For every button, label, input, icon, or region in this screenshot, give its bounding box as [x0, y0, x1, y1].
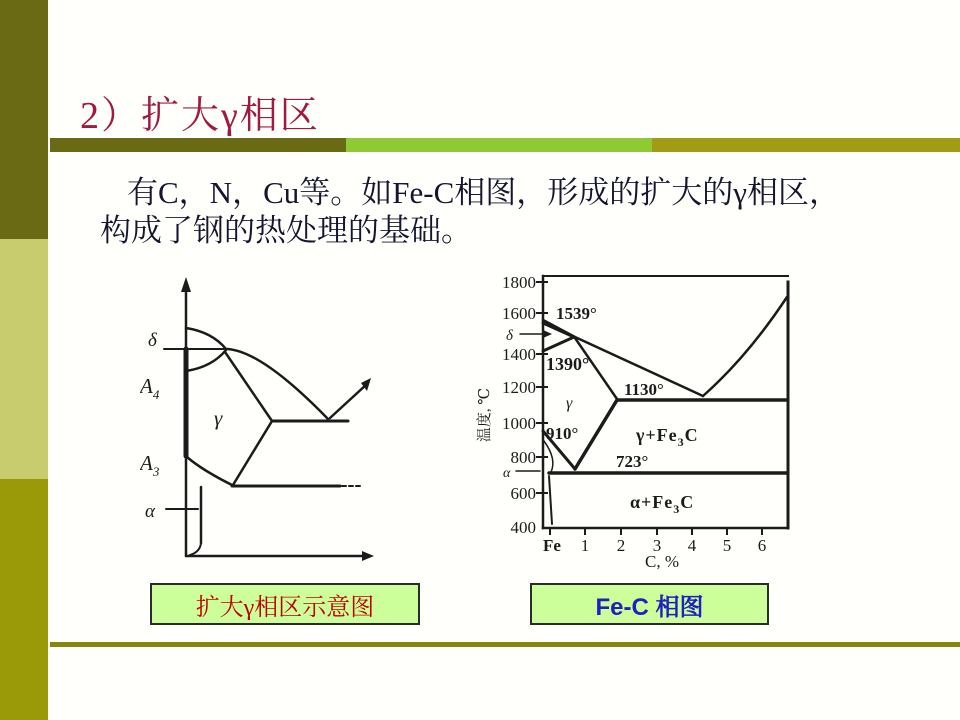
- liquidus-arc: [227, 349, 328, 419]
- caption-fec: Fe-C 相图: [530, 583, 769, 625]
- sidebar-block-olive: [0, 479, 48, 720]
- bottom-rule: [50, 642, 960, 647]
- y-tick-1400: 1400: [502, 345, 536, 364]
- gamma-fe3c-post: C: [684, 425, 699, 445]
- body-line-1: 有C，N，Cu等。如Fe-C相图，形成的扩大的γ相区，: [127, 175, 840, 210]
- gamma-fe3c-pre: γ+Fe: [636, 425, 678, 445]
- body-text: [100, 174, 890, 250]
- x-tick-fe: Fe: [543, 536, 561, 555]
- schematic-arrowheads: [181, 277, 374, 561]
- fec-phase-diagram: [460, 258, 800, 578]
- y-tick-1000: 1000: [502, 414, 536, 433]
- gamma-upper-boundary: [225, 352, 272, 421]
- y-tick-400: 400: [510, 518, 536, 537]
- caption-schematic: 扩大γ相区示意图: [150, 583, 420, 625]
- alpha-fe3c-post: C: [680, 492, 695, 512]
- gs-curve: [187, 457, 232, 485]
- a4-letter: A: [140, 374, 153, 398]
- alpha-label: α: [503, 466, 511, 481]
- delta-pointer-arrowhead: [543, 330, 552, 338]
- annotation-1539: 1539°: [556, 304, 597, 323]
- schematic-labels: [140, 330, 223, 522]
- y-tick-600: 600: [510, 484, 536, 503]
- alpha-label: α: [145, 501, 155, 522]
- sidebar-block-khaki: [0, 239, 48, 479]
- alpha-fe3c-sub: 3: [673, 502, 681, 516]
- title-underline-right: [652, 138, 960, 152]
- a3-subscript: 3: [152, 464, 160, 479]
- rising-liquidus: [330, 384, 367, 418]
- schematic-lines: [164, 284, 367, 556]
- gamma-label: γ: [566, 395, 573, 412]
- a4-label: [140, 374, 160, 402]
- delta-label: δ: [506, 328, 513, 344]
- delta-label: δ: [148, 330, 157, 351]
- annotation-1130: 1130°: [624, 380, 664, 399]
- x-axis-title: C, %: [645, 552, 679, 571]
- annotation-910: 910°: [546, 424, 579, 443]
- y-axis-title: 温度, ℃: [477, 387, 493, 443]
- expanded-gamma-schematic: [140, 258, 440, 578]
- title-underline-green: [346, 138, 652, 152]
- page-title: 2）扩大γ相区: [80, 95, 320, 137]
- gamma-label: γ: [214, 406, 223, 430]
- fec-axis-labels: [475, 273, 766, 571]
- x-tick-1: 1: [580, 536, 590, 555]
- gamma-fe3c-label: [635, 425, 699, 449]
- gamma-lower-boundary: [233, 421, 272, 485]
- x-axis-arrowhead: [362, 551, 374, 561]
- y-axis-arrowhead: [181, 277, 191, 292]
- alpha-boundary-foot: [190, 543, 201, 555]
- alpha-fe3c-label: [630, 492, 694, 516]
- delta-lens-top: [186, 328, 226, 349]
- a4-subscript: 4: [152, 387, 160, 402]
- liquidus-right: [703, 297, 787, 396]
- x-tick-4: 4: [687, 536, 697, 555]
- sidebar-block-dark: [0, 0, 48, 239]
- y-tick-1800: 1800: [502, 273, 536, 292]
- a3-letter: A: [140, 451, 153, 475]
- annotation-723: 723°: [616, 452, 649, 471]
- x-tick-6: 6: [757, 536, 767, 555]
- alpha-fe3c-pre: α+Fe: [630, 492, 674, 512]
- y-tick-800: 800: [510, 448, 536, 467]
- annotation-1390: 1390°: [546, 354, 590, 374]
- body-line-2: 构成了钢的热处理的基础。: [100, 213, 472, 248]
- title-underline-left: [50, 138, 346, 152]
- delta-lens-bottom: [186, 350, 226, 371]
- x-tick-5: 5: [722, 536, 732, 555]
- y-tick-1600: 1600: [502, 304, 536, 323]
- se-line: [575, 400, 617, 469]
- a3-label: [140, 451, 160, 479]
- y-tick-1200: 1200: [502, 378, 536, 397]
- alpha-sliver-lower: [549, 476, 552, 524]
- x-tick-2: 2: [616, 536, 626, 555]
- gamma-fe3c-sub: 3: [677, 435, 685, 449]
- x-tick-3: 3: [652, 536, 662, 555]
- fec-phase-lines: [516, 297, 787, 524]
